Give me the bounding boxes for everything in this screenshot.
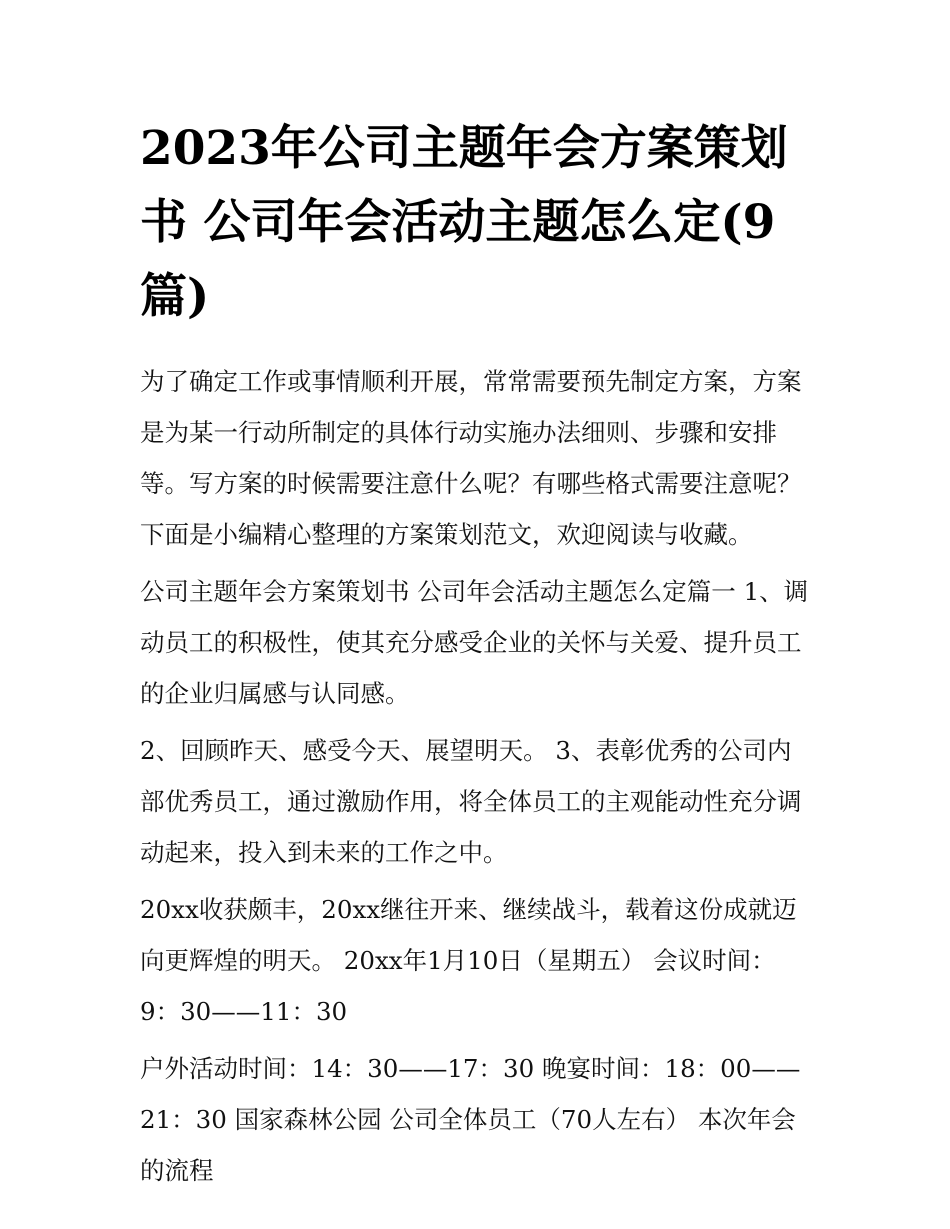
paragraph-schedule: 户外活动时间：14：30——17：30 晚宴时间：18：00——21：30 国家森林公园 公司全体员工（70人左右） 本次年会的流程 <box>140 1054 801 1185</box>
document-title: 2023年公司主题年会方案策划书 公司年会活动主题怎么定(9篇) <box>140 121 788 324</box>
document-body <box>140 356 812 1196</box>
paragraph-section-one: 公司主题年会方案策划书 公司年会活动主题怎么定篇一 1、调动员工的积极性，使其充分感受企业的关怀与关爱、提升员工的企业归属感与认同感。 <box>140 577 809 708</box>
paragraph-goals: 2、回顾昨天、感受今天、展望明天。 3、表彰优秀的公司内部优秀员工，通过激励作用，将全体员工的主观能动性充分调动起来，投入到未来的工作之中。 <box>140 736 802 867</box>
document-content <box>140 112 812 1196</box>
paragraph-intro: 为了确定工作或事情顺利开展，常常需要预先制定方案，方案是为某一行动所制定的具体行动实施办法细则、步骤和安排等。写方案的时候需要注意什么呢？有哪些格式需要注意呢？下面是小编精心整理的方案策划范文，欢迎阅读与收藏。 <box>140 367 802 549</box>
paragraph-meeting-time: 20xx收获颇丰，20xx继往开来、继续战斗，载着这份成就迈向更辉煌的明天。 20xx年1月10日（星期五） 会议时间：9：30——11：30 <box>140 895 797 1026</box>
